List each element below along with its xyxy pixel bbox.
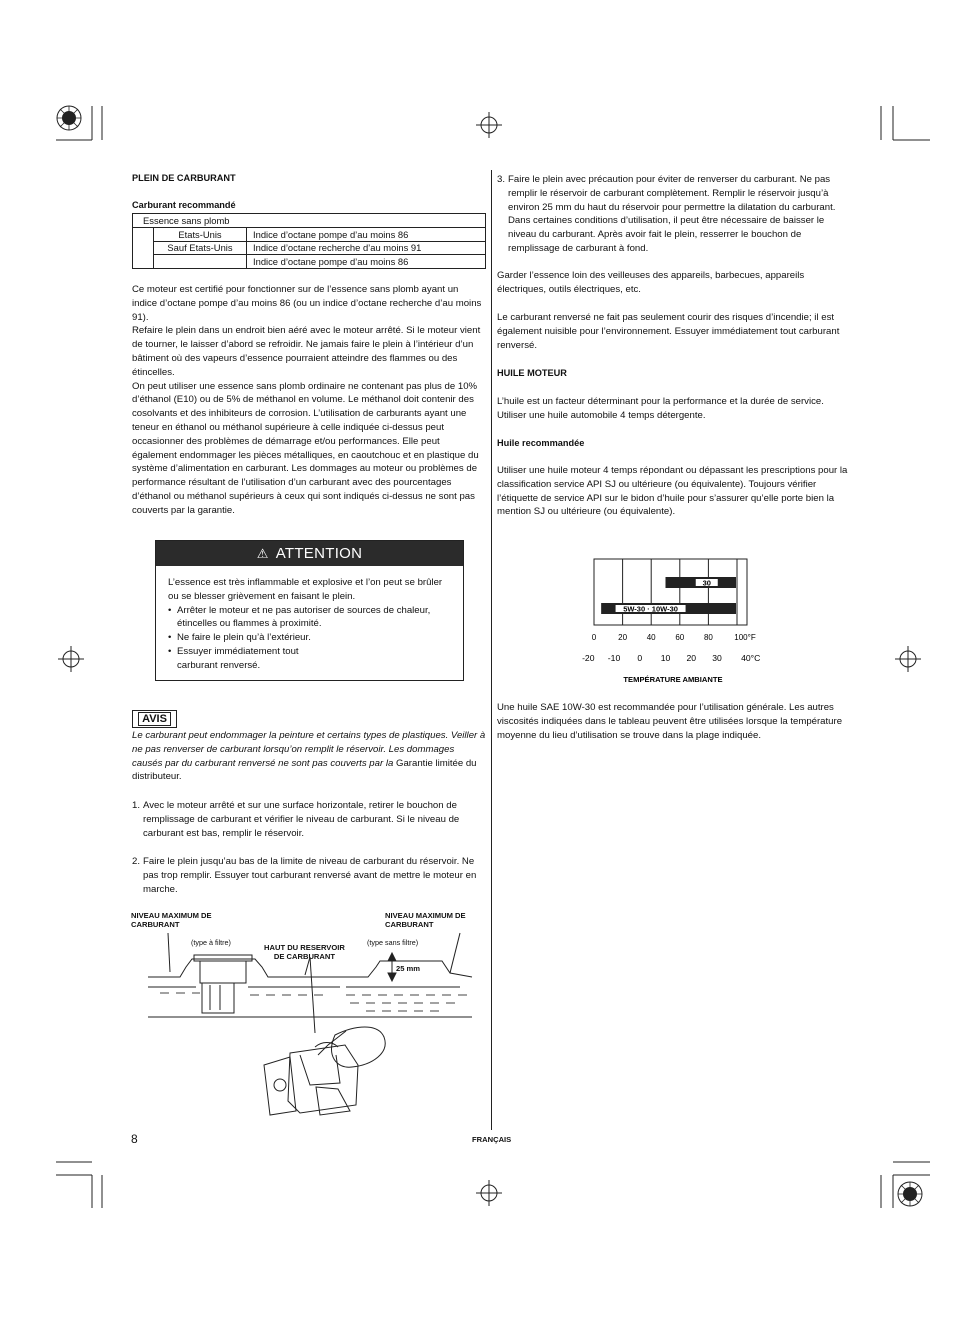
chart-tick-label-f: 100°F <box>734 633 756 642</box>
step-text: Faire le plein avec précaution pour éviter de renverser du carburant. Ne pas remplir le réservoir de carburant complètement. Remplir le réservoir jusqu’à environ 25 mm du haut du réservoir pour permettre la dilatation du carburant. Dans certaines conditions d’utilisation, il peut être nécessaire de baisser le niveau du carburant. Après avoir fait le plein, resserrer le bouchon de remplissage de carburant à fond. <box>508 174 836 254</box>
viscosity-chart <box>575 555 775 690</box>
page-number: 8 <box>131 1132 138 1146</box>
step-number: 2. <box>132 856 141 867</box>
attention-bullet: • Arrêter le moteur et ne pas autoriser de sources de chaleur, étincelles ou flammes à proximité. <box>168 604 431 630</box>
fuel-table-octane: Indice d’octane pompe d’au moins 86 <box>247 255 486 269</box>
fuel-text-block <box>132 283 486 518</box>
chart-tick-label-c: 40°C <box>741 653 761 663</box>
section-heading-oil: HUILE MOTEUR <box>497 368 567 378</box>
chart-tick-label-c: 30 <box>712 653 722 663</box>
label-25mm: 25 mm <box>396 964 421 973</box>
fuel-table-group: Essence sans plomb <box>133 214 486 228</box>
chart-xlabel: TEMPÉRATURE AMBIANTE <box>623 675 723 684</box>
bullet-icon: • <box>168 632 172 644</box>
fuel-level-diagram <box>140 915 485 1125</box>
attention-bullet: • Essuyer immédiatement tout carburant renversé. <box>168 645 299 671</box>
attention-intro: L’essence est très inflammable et explosive et l’on peut se brûler ou se blesser grièvement en faisant le plein. <box>168 577 443 602</box>
avis-text-rest: Garantie limitée du distributeur. <box>132 757 477 783</box>
paragraph: Le carburant renversé ne fait pas seulement courir des risques d’incendie; il est également nuisible pour l’environnement. Essuyer immédiatement tout carburant renversé. <box>497 312 840 351</box>
chart-tick-label-c: 20 <box>686 653 697 663</box>
paragraph: Utiliser une huile moteur 4 temps répondant ou dépassant les prescriptions pour la classification service API SJ ou ultérieure (ou équivalente). Toujours vérifier l’étiquette de service API sur le bidon d’huile pour s’assurer qu’elle porte bien la mention SJ ou ultérieure (ou équivalente). <box>497 465 848 518</box>
step-text: Avec le moteur arrêté et sur une surface horizontale, retirer le bouchon de remplissage de carburant et vérifier le niveau de carburant. Si le niveau de carburant est bas, remplir le réservoir. <box>143 800 460 839</box>
label-max-fuel-left: NIVEAU MAXIMUM DE CARBURANT <box>131 911 212 929</box>
attention-box <box>155 540 464 681</box>
chart-bar-label: 30 <box>702 578 711 588</box>
chart-frame <box>594 559 747 625</box>
chart-tick-label-f: 20 <box>618 633 628 642</box>
chart-tick-label-c: 0 <box>637 653 643 663</box>
subheading-recommended-fuel: Carburant recommandé <box>132 200 236 210</box>
subheading-recommended-oil: Huile recommandée <box>497 438 585 448</box>
fuel-table-region <box>154 255 247 269</box>
paragraph: Garder l’essence loin des veilleuses des appareils, barbecues, appareils électriques, outils électriques, etc. <box>497 270 805 295</box>
avis-italic-text: Le carburant peut endommager la peinture et certains types de plastiques. Veiller à ne pas renverser de carburant lorsqu’on remplit le réservoir. Les dommages causés par du carburant renversé ne sont pas couverts par la <box>132 730 486 769</box>
fuel-table-region: Etats-Unis <box>154 227 247 241</box>
avis-text <box>132 729 486 784</box>
warning-triangle-icon: ⚠ <box>256 545 269 561</box>
step-number: 1. <box>132 800 141 811</box>
step-number: 3. <box>497 174 506 185</box>
fuel-table-octane: Indice d’octane pompe d’au moins 86 <box>247 227 486 241</box>
paragraph: Ce moteur est certifié pour fonctionner sur de l’essence sans plomb ayant un indice d’octane pompe d’au moins 86 (ou un indice d’octane recherche d’au moins 91). <box>132 284 482 323</box>
chart-tick-label-c: -20 <box>582 653 595 663</box>
label-no-filter-type: (type sans filtre) <box>367 938 419 947</box>
chart-bar-label: 5W-30 · 10W-30 <box>623 604 678 614</box>
attention-bullet: • Ne faire le plein qu’à l’extérieur. <box>168 632 311 644</box>
chart-tick-label-c: 10 <box>660 653 671 663</box>
step-3 <box>497 173 852 256</box>
chart-tick-label-f: 80 <box>703 633 713 642</box>
label-max-fuel-right: NIVEAU MAXIMUM DE CARBURANT <box>385 911 466 929</box>
chart-tick-label-f: 0 <box>591 633 597 642</box>
fuel-table-indent <box>133 227 154 268</box>
paragraph: On peut utiliser une essence sans plomb ordinaire ne contenant pas plus de 10% d’éthanol (E10) ou de 5% de méthanol en volume. Le méthanol doit contenir des cosolvants et des inhibiteurs de corrosion. L’utilisation de carburants ayant une teneur en éthanol ou méthanol supérieure à celle indiquée ci-dessus peut occasionner des problèmes de démarrage et/ou performances. Elle peut également endommager les pièces métalliques, en caoutchouc et en plastique du système d’alimentation en carburant. Les dommages au moteur ou problèmes de performance résultant de l’utilisation d’un carburant avec des pourcentages d’éthanol ou méthanol supérieurs à ceux qui sont indiqués ci-dessus ne sont pas couverts par la garantie. <box>132 380 479 516</box>
chart-tick-label-f: 60 <box>675 633 685 642</box>
column-divider <box>491 170 492 1130</box>
chart-tick-label-f: 40 <box>646 633 656 642</box>
fuel-table <box>132 213 486 269</box>
paragraph: Une huile SAE 10W-30 est recommandée pour l’utilisation générale. Les autres viscosités indiquées dans le tableau peuvent être utilisées lorsque la température moyenne du lieu d’utilisation se trouve dans la plage indiquée. <box>497 702 843 741</box>
step-text: Faire le plein jusqu’au bas de la limite de niveau de carburant du réservoir. Ne pas trop remplir. Essuyer tout carburant renversé avant de mettre le moteur en marche. <box>143 856 477 895</box>
paragraph: Refaire le plein dans un endroit bien aéré avec le moteur arrêté. Si le moteur vient de tourner, le laisser d’abord se refroidir. Ne jamais faire le plein à l’intérieur d’un bâtiment où des vapeurs d’essence pourraient atteindre des flammes ou des étincelles. <box>132 325 481 378</box>
chart-tick-label-c: -10 <box>607 653 621 663</box>
attention-title: ATTENTION <box>275 545 363 562</box>
section-heading-fuel: PLEIN DE CARBURANT <box>132 173 236 183</box>
label-filter-type: (type à filtre) <box>191 938 231 947</box>
step-1 <box>132 799 486 840</box>
fuel-table-region: Sauf Etats-Unis <box>154 241 247 255</box>
attention-header <box>156 541 463 566</box>
bullet-icon: • <box>168 645 172 657</box>
avis-label: AVIS <box>138 712 171 726</box>
step-2 <box>132 855 486 896</box>
paragraph: L’huile est un facteur déterminant pour la performance et la durée de service. Utiliser une huile automobile 4 temps détergente. <box>497 396 824 421</box>
avis-label-box <box>132 710 177 728</box>
footer-language: FRANÇAIS <box>472 1135 512 1144</box>
label-tank-top: HAUT DU RESERVOIR DE CARBURANT <box>264 943 345 961</box>
fuel-table-octane: Indice d’octane recherche d’au moins 91 <box>247 241 486 255</box>
bullet-icon: • <box>168 604 172 616</box>
